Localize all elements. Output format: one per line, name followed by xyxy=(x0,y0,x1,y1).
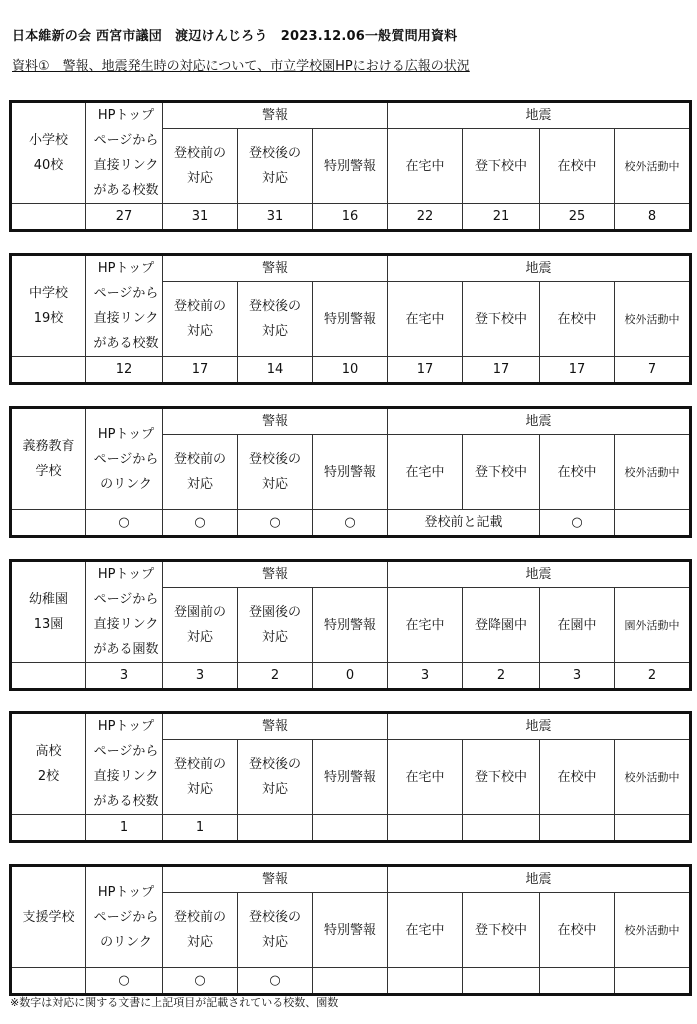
status-table xyxy=(9,406,692,538)
text-line: 校外活動中 xyxy=(624,770,680,784)
column-header xyxy=(238,740,313,815)
text-line: 義務教育 xyxy=(22,439,75,454)
document-subtitle: 資料① 警報、地震発生時の対応について、市立学校園HPにおける広報の状況 xyxy=(12,59,470,74)
text-line: 在宅中 xyxy=(405,922,445,938)
column-header xyxy=(388,129,463,204)
text-line: 登校後の xyxy=(248,146,301,161)
hp-link-header xyxy=(86,102,163,204)
column-header xyxy=(388,435,463,510)
value-cell: 17 xyxy=(163,357,238,384)
value-cell: 登校前と記載 xyxy=(388,510,540,537)
school-type-label xyxy=(11,866,86,968)
column-header xyxy=(615,129,691,204)
text-line: 登校後の xyxy=(248,757,301,772)
value-cell: 0 xyxy=(313,663,388,690)
text-line: 校外活動中 xyxy=(624,465,680,479)
column-header xyxy=(540,740,615,815)
text-line: 直接リンク xyxy=(93,617,159,632)
warning-group-header: 警報 xyxy=(163,255,388,282)
column-header xyxy=(163,893,238,968)
hp-link-header xyxy=(86,866,163,968)
empty-cell xyxy=(11,204,86,231)
text-line: 在校中 xyxy=(557,922,597,938)
text-line: ページから xyxy=(93,451,159,467)
value-cell: 3 xyxy=(163,663,238,690)
text-line: 登下校中 xyxy=(475,464,528,480)
text-line: 在宅中 xyxy=(405,158,445,174)
text-line: 登校前の xyxy=(173,757,226,772)
text-line: 在園中 xyxy=(557,617,597,633)
column-header xyxy=(163,129,238,204)
text-line: HPトップ xyxy=(97,426,155,442)
status-table xyxy=(9,253,692,385)
text-line: ページから xyxy=(93,592,159,607)
value-cell: 1 xyxy=(163,815,238,842)
value-cell xyxy=(313,815,388,842)
text-line: 校外活動中 xyxy=(624,312,680,326)
column-header xyxy=(163,435,238,510)
text-line: 小学校 xyxy=(28,133,68,148)
text-line: 対応 xyxy=(186,935,213,950)
hp-link-header xyxy=(86,255,163,357)
hp-link-header xyxy=(86,713,163,815)
value-cell: ○ xyxy=(540,510,615,537)
text-line: 高校 xyxy=(35,744,62,759)
column-header xyxy=(463,435,540,510)
earthquake-group-header: 地震 xyxy=(388,102,691,129)
text-line: 在校中 xyxy=(557,769,597,785)
text-line: HPトップ xyxy=(97,108,155,123)
column-header xyxy=(615,282,691,357)
value-cell: 17 xyxy=(463,357,540,384)
text-line: がある校数 xyxy=(93,183,159,198)
value-cell: 16 xyxy=(313,204,388,231)
text-line: 特別警報 xyxy=(324,158,377,174)
text-line: 対応 xyxy=(261,171,288,186)
value-cell xyxy=(238,815,313,842)
value-cell xyxy=(463,815,540,842)
text-line: 特別警報 xyxy=(324,464,377,480)
column-header xyxy=(540,588,615,663)
empty-cell xyxy=(11,663,86,690)
text-line: 対応 xyxy=(261,935,288,950)
value-cell: 7 xyxy=(615,357,691,384)
value-cell: 21 xyxy=(463,204,540,231)
value-cell xyxy=(388,968,463,995)
school-type-label xyxy=(11,408,86,510)
value-cell: ○ xyxy=(163,510,238,537)
value-cell: 3 xyxy=(540,663,615,690)
value-cell: 10 xyxy=(313,357,388,384)
column-header xyxy=(463,129,540,204)
value-cell xyxy=(615,815,691,842)
column-header xyxy=(615,435,691,510)
column-header xyxy=(540,282,615,357)
value-cell: 27 xyxy=(86,204,163,231)
value-cell: ○ xyxy=(163,968,238,995)
column-header xyxy=(163,740,238,815)
warning-group-header: 警報 xyxy=(163,866,388,893)
empty-cell xyxy=(11,510,86,537)
column-header xyxy=(388,893,463,968)
value-cell: 1 xyxy=(86,815,163,842)
text-line: 対応 xyxy=(186,477,213,492)
column-header xyxy=(313,893,388,968)
value-cell: 2 xyxy=(463,663,540,690)
text-line: 登下校中 xyxy=(475,769,528,785)
text-line: 対応 xyxy=(186,630,213,645)
text-line: 40校 xyxy=(33,158,64,173)
text-line: 中学校 xyxy=(28,286,68,301)
warning-group-header: 警報 xyxy=(163,102,388,129)
text-line: 19校 xyxy=(33,311,64,326)
text-line: がある校数 xyxy=(93,336,159,351)
value-cell: 14 xyxy=(238,357,313,384)
text-line: ページから xyxy=(93,133,159,148)
value-cell xyxy=(615,510,691,537)
earthquake-group-header: 地震 xyxy=(388,255,691,282)
empty-cell xyxy=(11,357,86,384)
text-line: 対応 xyxy=(186,782,213,797)
text-line: 13園 xyxy=(33,617,64,632)
column-header xyxy=(313,740,388,815)
value-cell xyxy=(313,968,388,995)
column-header xyxy=(238,893,313,968)
value-cell: 3 xyxy=(388,663,463,690)
status-table xyxy=(9,100,692,232)
column-header xyxy=(313,129,388,204)
text-line: ページから xyxy=(93,286,159,301)
column-header xyxy=(238,435,313,510)
text-line: 在校中 xyxy=(557,158,597,174)
text-line: 在校中 xyxy=(557,464,597,480)
text-line: 対応 xyxy=(261,630,288,645)
text-line: ページから xyxy=(93,909,159,925)
column-header xyxy=(313,435,388,510)
text-line: 特別警報 xyxy=(324,922,377,938)
school-type-label xyxy=(11,255,86,357)
value-cell: ○ xyxy=(238,968,313,995)
text-line: 登校前の xyxy=(173,452,226,467)
value-cell xyxy=(388,815,463,842)
column-header xyxy=(238,282,313,357)
school-type-label xyxy=(11,561,86,663)
text-line: 登下校中 xyxy=(475,158,528,174)
text-line: 学校 xyxy=(35,464,62,479)
text-line: 対応 xyxy=(186,171,213,186)
column-header xyxy=(463,282,540,357)
text-line: 登下校中 xyxy=(475,311,528,327)
column-header xyxy=(238,588,313,663)
text-line: 登校後の xyxy=(248,452,301,467)
value-cell: ○ xyxy=(86,510,163,537)
value-cell: 17 xyxy=(540,357,615,384)
column-header xyxy=(313,282,388,357)
text-line: 支援学校 xyxy=(22,909,75,925)
status-table xyxy=(9,711,692,843)
text-line: のリンク xyxy=(100,934,152,950)
column-header xyxy=(540,435,615,510)
text-line: 登校後の xyxy=(248,299,301,314)
column-header xyxy=(615,740,691,815)
value-cell: ○ xyxy=(238,510,313,537)
text-line: 登校前の xyxy=(173,146,226,161)
text-line: 特別警報 xyxy=(324,617,377,633)
column-header xyxy=(163,588,238,663)
text-line: のリンク xyxy=(100,476,152,492)
value-cell xyxy=(463,968,540,995)
text-line: 在宅中 xyxy=(405,464,445,480)
column-header xyxy=(163,282,238,357)
earthquake-group-header: 地震 xyxy=(388,408,691,435)
column-header xyxy=(313,588,388,663)
column-header xyxy=(463,740,540,815)
text-line: 園外活動中 xyxy=(624,618,680,632)
text-line: 対応 xyxy=(261,324,288,339)
earthquake-group-header: 地震 xyxy=(388,713,691,740)
text-line: 在宅中 xyxy=(405,769,445,785)
hp-link-header xyxy=(86,561,163,663)
value-cell: 31 xyxy=(238,204,313,231)
status-table xyxy=(9,559,692,691)
warning-group-header: 警報 xyxy=(163,561,388,588)
value-cell: 8 xyxy=(615,204,691,231)
text-line: 対応 xyxy=(261,782,288,797)
text-line: 在校中 xyxy=(557,311,597,327)
column-header xyxy=(388,588,463,663)
value-cell: ○ xyxy=(86,968,163,995)
text-line: HPトップ xyxy=(97,884,155,900)
value-cell xyxy=(540,815,615,842)
value-cell: 3 xyxy=(86,663,163,690)
text-line: 登校後の xyxy=(248,910,301,925)
value-cell: ○ xyxy=(313,510,388,537)
text-line: 登園前の xyxy=(173,605,226,620)
text-line: がある校数 xyxy=(93,794,159,809)
footnote: ※数字は対応に関する文書に上記項目が記載されている校数、園数 xyxy=(10,996,339,1009)
text-line: 校外活動中 xyxy=(624,159,680,173)
status-table xyxy=(9,864,692,996)
text-line: 登下校中 xyxy=(475,922,528,938)
warning-group-header: 警報 xyxy=(163,713,388,740)
value-cell xyxy=(540,968,615,995)
column-header xyxy=(615,588,691,663)
text-line: 特別警報 xyxy=(324,311,377,327)
value-cell: 22 xyxy=(388,204,463,231)
text-line: 登校前の xyxy=(173,910,226,925)
text-line: 対応 xyxy=(186,324,213,339)
value-cell: 25 xyxy=(540,204,615,231)
hp-link-header xyxy=(86,408,163,510)
text-line: 幼稚園 xyxy=(28,592,68,607)
value-cell: 2 xyxy=(238,663,313,690)
column-header xyxy=(463,893,540,968)
text-line: 登降園中 xyxy=(475,617,528,633)
value-cell: 17 xyxy=(388,357,463,384)
value-cell: 12 xyxy=(86,357,163,384)
text-line: 2校 xyxy=(37,769,60,784)
text-line: 在宅中 xyxy=(405,311,445,327)
text-line: 直接リンク xyxy=(93,769,159,784)
text-line: 在宅中 xyxy=(405,617,445,633)
value-cell: 31 xyxy=(163,204,238,231)
text-line: 校外活動中 xyxy=(624,923,680,937)
earthquake-group-header: 地震 xyxy=(388,561,691,588)
text-line: 登校前の xyxy=(173,299,226,314)
column-header xyxy=(540,893,615,968)
school-type-label xyxy=(11,102,86,204)
earthquake-group-header: 地震 xyxy=(388,866,691,893)
school-type-label xyxy=(11,713,86,815)
document-title: 日本維新の会 西宮市議団 渡辺けんじろう 2023.12.06一般質問用資料 xyxy=(12,29,458,44)
text-line: HPトップ xyxy=(97,261,155,276)
warning-group-header: 警報 xyxy=(163,408,388,435)
column-header xyxy=(388,740,463,815)
empty-cell xyxy=(11,968,86,995)
text-line: HPトップ xyxy=(97,719,155,734)
column-header xyxy=(388,282,463,357)
text-line: 特別警報 xyxy=(324,769,377,785)
column-header xyxy=(540,129,615,204)
empty-cell xyxy=(11,815,86,842)
value-cell: 2 xyxy=(615,663,691,690)
value-cell xyxy=(615,968,691,995)
text-line: 直接リンク xyxy=(93,311,159,326)
text-line: がある園数 xyxy=(93,642,159,657)
column-header xyxy=(238,129,313,204)
text-line: ページから xyxy=(93,744,159,759)
column-header xyxy=(615,893,691,968)
text-line: 直接リンク xyxy=(93,158,159,173)
text-line: 登園後の xyxy=(248,605,301,620)
column-header xyxy=(463,588,540,663)
text-line: 対応 xyxy=(261,477,288,492)
text-line: HPトップ xyxy=(97,567,155,582)
